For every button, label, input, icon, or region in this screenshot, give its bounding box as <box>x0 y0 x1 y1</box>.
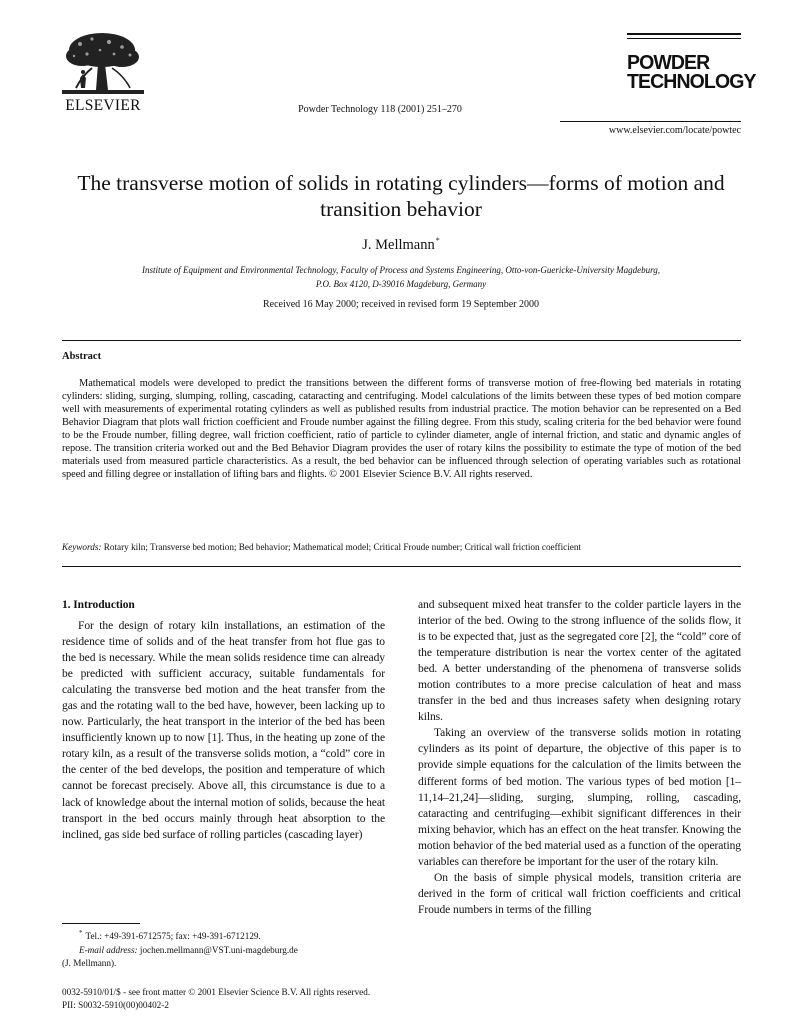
intro-paragraph-1: For the design of rotary kiln installations, an estimation of the residence time of solids and of the heat transfer from hot flue gas to the bed is necessary. While the mean solids residence time can already be predicted with sufficient accuracy, suitable fundamentals for calculating the transverse bed motion and the heat transfer from the gas and the rotating wall to the bed have, however, been lacking up to now. Particularly, the heat transport in the interior of the bed has been insufficiently known up to now [1]. Thus, in the heating up zone of the rotary kiln, as a result of the transverse solids motion, a “cold” core in the center of the bed develops, the position and temperature of which cannot be forecast precisely. Above all, this circumstance is due to a lack of knowledge about the internal motion of solids, because the heat transport in the bed occurs mainly through heat absorption to the inclined, gas side bed surface of rolling particles (cascading layer) <box>62 620 385 841</box>
journal-brand <box>627 50 756 94</box>
journal-brand-line2: TECHNOLOGY <box>627 69 756 94</box>
footnote-tel: Tel.: +49-391-6712575; fax: +49-391-6712129. <box>85 931 261 941</box>
intro-paragraph-1-cont: and subsequent mixed heat transfer to the colder particle layers in the interior of the bed. Owing to the strong influence of the solids flow, it is to be expected that, just as the segregated core [2], the “cold” core of the temperature distribution is near the vortex center of the agitated bed. A better understanding of the phenomena of transverse solids motion contributes to a more precise calculation of heat and mass transfer in the bed and thus increases safety when designing rotary kilns. <box>418 599 741 724</box>
author-footnote-mark: * <box>435 236 440 245</box>
footnote-mark: * <box>79 929 83 937</box>
footnote-name: (J. Mellmann). <box>62 958 117 968</box>
intro-paragraph-3: On the basis of simple physical models, transition criteria are derived in the form of critical wall friction coefficients and critical Froude numbers in terms of the filling <box>418 871 741 916</box>
left-column <box>62 597 385 843</box>
author-name: J. Mellmann <box>362 237 435 253</box>
footnote-email-line <box>62 944 385 958</box>
affiliation-line2: P.O. Box 4120, D-39016 Magdeburg, Germany <box>315 278 487 289</box>
abstract-text: Mathematical models were developed to predict the transitions between the different forms of transverse motion of free-flowing bed materials in rotating cylinders: sliding, surging, slumping, rolling, cascading, cataracting and centrifuging. Model calculations of the limits between these types of bed motion compare well with measurements of experimental rotating cylinders as well as published results from industrial practice. The motion behavior can be represented on a Bed Behavior Diagram that plots wall friction coefficient and Froude number against the filling degree. From this study, scaling criteria for the bed behavior were found to be the Froude number, filling degree, wall friction coefficient, ratio of particle to cylinder diameter, angle of internal friction, and static and dynamic angles of repose. The transition criteria worked out and the Bed Behavior Diagram provides the user of rotary kilns the possibility to estimate the type of motion of the bed materials used from measured particle characteristics. As a result, the bed behavior can be influenced through selection of operating variables such as rotational speed and filling degree or installation of lifting bars and flights. © 2001 Elsevier Science B.V. All rights reserved. <box>62 378 741 481</box>
abstract-bottom-rule <box>62 566 741 567</box>
journal-brand-line1: POWDER <box>627 50 710 75</box>
issn-line: 0032-5910/01/$ - see front matter © 2001 Elsevier Science B.V. All rights reserved. <box>62 987 371 997</box>
article-title: The transverse motion of solids in rotating cylinders—forms of motion and transition behavior <box>77 171 725 221</box>
affiliation <box>60 264 742 291</box>
footnote-email[interactable]: jochen.mellmann@VST.uni-magdeburg.de <box>139 944 298 955</box>
abstract-heading: Abstract <box>62 351 102 362</box>
keywords-label: Keywords: <box>62 542 102 552</box>
footnote <box>62 927 385 971</box>
tree-icon <box>62 30 144 96</box>
intro-paragraph-2: Taking an overview of the transverse solids motion in rotating cylinders as its point of departure, the objective of this paper is to provide simple equations for the calculation of the limits between the different forms of bed motion. The various types of bed motion [1–11,14–21,24]—sliding, surging, slumping, rolling, cascading, cataracting and centrifuging—exhibit significant differences in their mixing behavior, which has an effect on the heat transfer. Knowing the motion behavior of the bed material used as a function of the operating variables can therefore be important for the user of the rotary kiln. <box>418 727 741 868</box>
right-column <box>418 597 741 918</box>
journal-reference: Powder Technology 118 (2001) 251–270 <box>298 104 462 115</box>
abstract-top-rule <box>62 340 741 341</box>
section-heading: 1. Introduction <box>62 599 135 611</box>
footnote-email-label: E-mail address: <box>79 944 138 955</box>
journal-url[interactable]: www.elsevier.com/locate/powtec <box>560 121 741 136</box>
brand-second-rule <box>627 38 741 39</box>
received-dates: Received 16 May 2000; received in revised form 19 September 2000 <box>262 299 540 310</box>
publisher-name: ELSEVIER <box>65 97 141 114</box>
keywords-list: Rotary kiln; Transverse bed motion; Bed behavior; Mathematical model; Critical Froude number; Critical wall friction coefficient <box>103 542 581 552</box>
affiliation-line1: Institute of Equipment and Environmental Technology, Faculty of Process and Systems Engineering, Otto-von-Guericke-University Magdeburg, <box>141 265 661 275</box>
keywords <box>62 542 741 552</box>
footnote-contact <box>62 927 385 944</box>
page-footer <box>62 986 562 1012</box>
pii-line: PII: S0032-5910(00)00402-2 <box>62 1000 169 1010</box>
brand-top-rule <box>627 33 741 35</box>
author-line <box>200 236 602 254</box>
footnote-rule <box>62 923 140 924</box>
